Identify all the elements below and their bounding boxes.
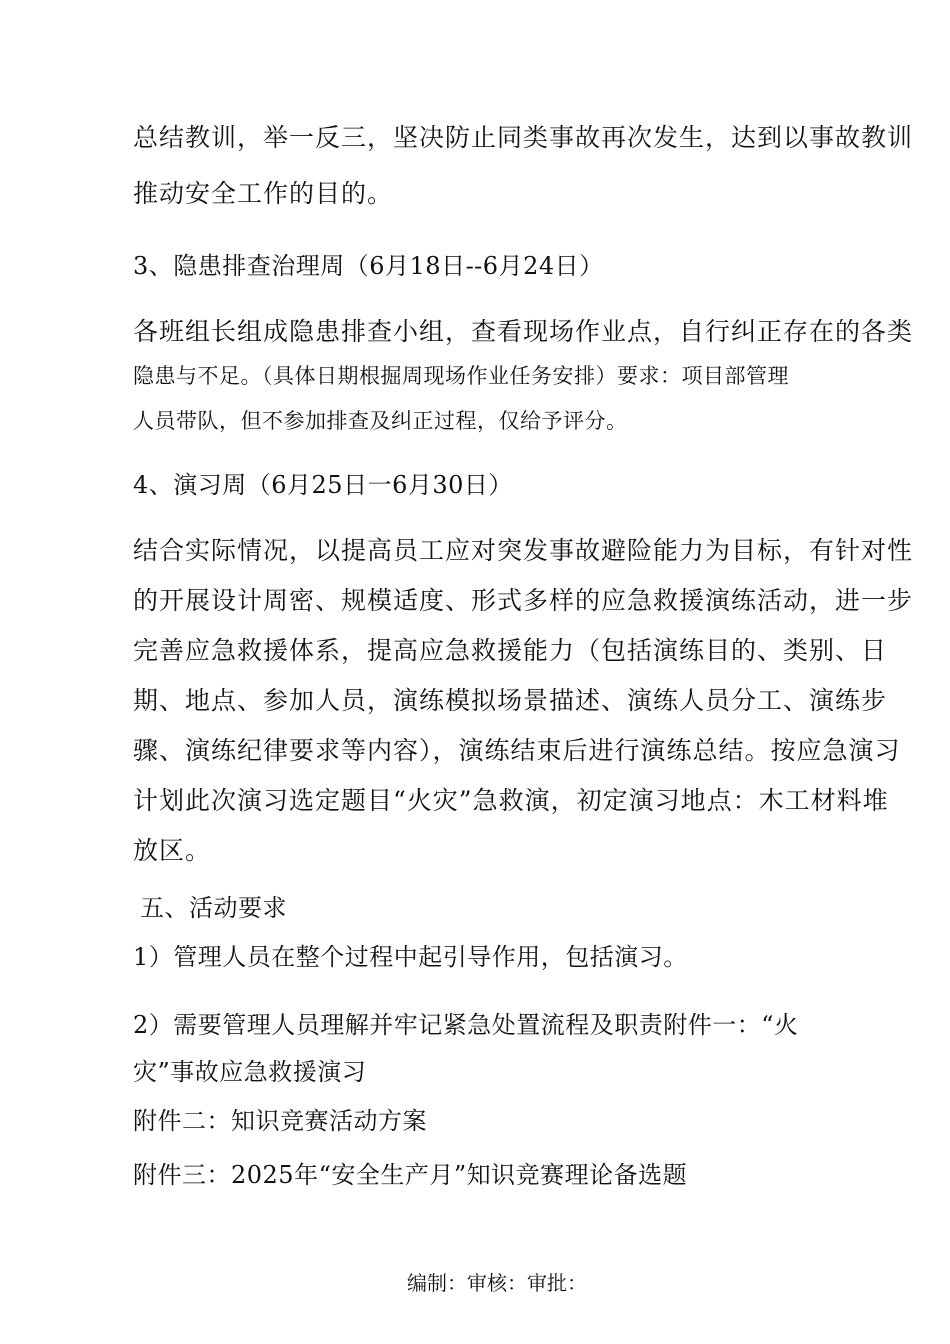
paragraph-line: 人员带队，但不参加排查及纠正过程，仅给予评分。 <box>133 409 628 433</box>
paragraph-line: 骤、演练纪律要求等内容），演练结束后进行演练总结。按应急演习 <box>133 736 901 765</box>
paragraph-line: 放区。 <box>133 836 212 865</box>
requirement-item: 1）管理人员在整个过程中起引导作用，包括演习。 <box>133 943 688 971</box>
paragraph-line: 总结教训，举一反三，坚决防止同类事故再次发生，达到以事故教训 <box>133 123 914 152</box>
attachment-item: 附件二：知识竞赛活动方案 <box>133 1107 427 1135</box>
paragraph-line: 完善应急救援体系，提高应急救援能力（包括演练目的、类别、日 <box>133 636 888 665</box>
signature-footer: 编制：审核：审批： <box>407 1271 587 1295</box>
section-heading: 3、隐患排查治理周（6月18日--6月24日） <box>133 252 604 280</box>
attachment-item: 附件三：2025年“安全生产月”知识竞赛理论备选题 <box>133 1161 688 1189</box>
paragraph-line: 隐患与不足。（具体日期根掘周现场作业任务安排）要求：项目部管理 <box>133 364 789 388</box>
paragraph-line: 结合实际情况，以提高员工应对突发事故避险能力为目标，有针对性 <box>133 536 914 565</box>
section-heading: 五、活动要求 <box>140 894 287 922</box>
section-heading: 4、演习周（6月25日一6月30日） <box>133 471 513 499</box>
paragraph-line: 计划此次演习选定题目“火灾”急救演，初定演习地点：木工材料堆 <box>133 786 889 815</box>
requirement-item: 灾”事故应急救援演习 <box>133 1058 367 1086</box>
paragraph-line: 期、地点、参加人员，演练模拟场景描述、演练人员分工、演练步 <box>133 686 888 715</box>
paragraph-line: 各班组长组成隐患排查小组，查看现场作业点，自行纠正存在的各类 <box>133 317 914 346</box>
requirement-item: 2）需要管理人员理解并牢记紧急处置流程及职责附件一：“火 <box>133 1011 799 1039</box>
paragraph-line: 的开展设计周密、规模适度、形式多样的应急救援演练活动，进一步 <box>133 586 914 615</box>
paragraph-line: 推动安全工作的目的。 <box>133 179 394 208</box>
